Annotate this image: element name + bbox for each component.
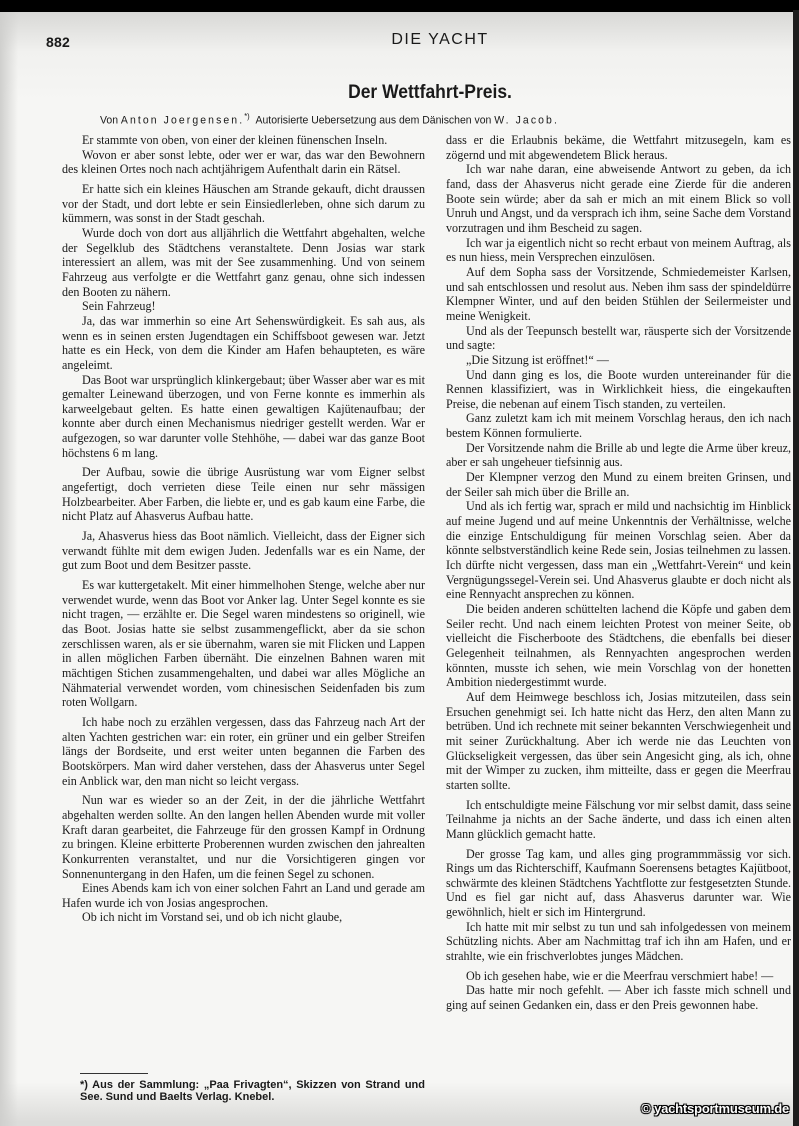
paragraph: Ganz zuletzt kam ich mit meinem Vorschlag heraus, den ich nach bestem Können formulierte. — [446, 411, 791, 441]
paragraph: dass er die Erlaubnis bekäme, die Wettfahrt mitzusegeln, kam es zögernd und mit abgewendetem Blick heraus. — [446, 133, 791, 162]
byline-translation: Autorisierte Uebersetzung aus dem Dänischen von — [255, 114, 495, 127]
paragraph: Ich war ja eigentlich nicht so recht erbaut von meinem Auftrag, als es nun hiess, mein Versprechen einzulösen. — [446, 235, 791, 265]
paragraph: Wurde doch von dort aus alljährlich die Wettfahrt abgehalten, welche der Segelklub des Städtchens veranstaltete. Denn Josias war stark interessiert an allem, was mit der See zusammenhing. Und von seinem Fahrzeug aus verfolgte er die Wettfahrt ganz genau, ohne sich indessen den Booten zu nähern. — [62, 225, 425, 299]
paragraph: Ja, Ahasverus hiess das Boot nämlich. Vielleicht, dass der Eigner sich verwandt fühlte mit dem ewigen Juden. Jedenfalls war es ein Name, der gut zum Boot und dem Besitzer passte. — [62, 529, 425, 573]
paragraph: Er stammte von oben, von einer der kleinen fünenschen Inseln. — [82, 133, 388, 147]
paragraph: Ob ich gesehen habe, wie er die Meerfrau verschmiert habe! — — [466, 968, 774, 983]
byline — [100, 112, 559, 127]
paragraph: „Die Sitzung ist eröffnet!“ — — [466, 352, 609, 367]
paragraph: Der Vorsitzende nahm die Brille ab und legte die Arme über kreuz, aber er sah ungeheuer tiefsinnig aus. — [446, 440, 791, 470]
paragraph: Und als der Teepunsch bestellt war, räusperte sich der Vorsitzende und sagte: — [446, 323, 791, 353]
paragraph: Es war kuttergetakelt. Mit einer himmelhohen Stenge, welche aber nur verwendet wurde, wenn das Boot vor Anker lag. Unter Segel konnte es sie nicht tragen, — erzählte er. Die Segel waren mindestens so originell, wie das Boot. Josias hatte sie selbst zusammengeflickt, aber da sie schon zerschlissen waren, als er sie übernahm, waren sie mit Flicken und Lappen in allen möglichen Farben übernäht. Die einzelnen Bahnen waren mit mächtigen Stichen zusammengehalten, und dabei war alles Mögliche an Nähmaterial verwendet worden, vom chinesischen Seidenfaden bis zum roten Wollgarn. — [62, 578, 425, 710]
paragraph: Wovon er aber sonst lebte, oder wer er war, das war den Bewohnern des kleinen Ortes noch nach achtjährigem Aufenthalt darin ein Rätsel. — [62, 147, 425, 177]
paragraph: Das hatte mir noch gefehlt. — Aber ich fasste mich schnell und ging auf seinen Gedanken ein, dass er den Preis gewonnen habe. — [446, 983, 791, 1013]
byline-translator: W. Jacob. — [494, 114, 559, 127]
paragraph: Er hatte sich ein kleines Häuschen am Strande gekauft, dicht draussen vor der Stadt, und dort lebte er sein Einsiedlerleben, ohne sich darum zu kümmern, was sonst in der Stadt geschah. — [62, 181, 425, 226]
article-title: Der Wettfahrt-Preis. — [348, 82, 512, 103]
page-left-shadow — [0, 12, 18, 1126]
paragraph: Das Boot war ursprünglich klinkergebaut; über Wasser aber war es mit gemalter Leinewand überzogen, und von Ferne konnte es immerhin als karweelgebaut gelten. Es hatte einen gewaltigen Kajütenaufbau; der konnte aber durch einen Mechanismus niedriger gestellt werden. War er aufgezogen, so war darunter volle Stehhöhe, — dabei war das ganze Boot höchstens 6 m lang. — [62, 372, 425, 460]
paragraph: Ich war nahe daran, eine abweisende Antwort zu geben, da ich fand, dass der Ahasverus nicht gerade eine Zierde für die anderen Boote sein würde; aber da sah er mich an mit einem Blick so voll Unruh und Angst, und da versprach ich ihm, seine Sache dem Vorstand vorzutragen und ihm Bescheid zu sagen. — [446, 162, 791, 235]
running-head: DIE YACHT — [391, 31, 489, 48]
paragraph: Die beiden anderen schüttelten lachend die Köpfe und gaben dem Seiler recht. Und nach einem leichten Protest von meiner Seite, ob vielleicht die Fischerboote des Städtchens, die ebenfalls bei dieser Gelegenheit teilnahmen, als Rennyachten angesprochen werden könnten, musste ich sehen, wie mein Vorschlag von der honetten Ambition niedergestimmt wurde. — [446, 602, 791, 690]
paragraph: Der Aufbau, sowie die übrige Ausrüstung war vom Eigner selbst angefertigt, doch verrieten diese Teile einen nur sehr mässigen Holzbearbeiter. Aber Farben, die liebte er, und es gab kaum eine Farbe, die nicht Platz auf Ahasverus Aufbau hatte. — [62, 465, 425, 524]
scan-top-border — [0, 0, 799, 12]
paragraph: Ich entschuldigte meine Fälschung vor mir selbst damit, dass seine Teilnahme ja nichts an der Sache änderte, und dass ich einen alten Mann glücklich gemacht hatte. — [446, 797, 791, 841]
paragraph: Ich habe noch zu erzählen vergessen, dass das Fahrzeug nach Art der alten Yachten gestrichen war: ein roter, ein grüner und ein gelber Streifen längs der Bordseite, und erst weiter unten begannen die Farben des Bootskörpers. Man wird daher verstehen, dass der Ahasverus unter Segel ein Anblick war, den man nicht so leicht vergass. — [62, 714, 425, 788]
paragraph: Ob ich nicht im Vorstand sei, und ob ich nicht glaube, — [82, 910, 343, 925]
paragraph: Eines Abends kam ich von einer solchen Fahrt an Land und gerade am Hafen wurde ich von Josias angesprochen. — [62, 881, 425, 910]
page-number: 882 — [46, 34, 70, 50]
right-column — [446, 133, 791, 1013]
footnote: *) Aus der Sammlung: „Paa Frivagten“, Skizzen von Strand und See. Sund und Baelts Verlag. Knebel. — [80, 1079, 425, 1103]
paragraph: Auf dem Heimwege beschloss ich, Josias mitzuteilen, dass sein Ersuchen genehmigt sei. Ich hatte nicht das Herz, den alten Mann zu betrüben. Und ich rechnete mit seiner bekannten Verschwiegenheit und mit seiner Zurückhaltung. Aber ich werde nie das Leuchten von Glückseligkeit vergessen, das über sein Angesicht ging, als ich, ohne mit der Wimper zu zucken, ihm mitteilte, dass er gegen die Meerfrau starten sollte. — [446, 689, 791, 792]
paragraph: Auf dem Sopha sass der Vorsitzende, Schmiedemeister Karlsen, und sah entschlossen und resolut aus. Neben ihm sass der spindeldürre Klempner Winter, und auf den beiden Stühlen der Seilermeister und meine Wenigkeit. — [446, 264, 791, 323]
paragraph: Sein Fahrzeug! — [82, 299, 156, 314]
paragraph: Der Klempner verzog den Mund zu einem breiten Grinsen, und der Seiler sah mich über die Brille an. — [446, 470, 791, 499]
paragraph: Ja, das war immerhin so eine Art Sehenswürdigkeit. Es sah aus, als wenn es in seinen ersten Jugendtagen ein Schiffsboot gewesen war. Jetzt hatte es ein Heck, von dem die Kinder am Hafen behaupteten, es wäre angeleimt. — [62, 313, 425, 372]
paragraph: Nun war es wieder so an der Zeit, in der die jährliche Wettfahrt abgehalten werden sollte. An den langen hellen Abenden wurde mit voller Kraft daran gearbeitet, die Fahrzeuge für den grossen Kampf in Ordnung zu bringen. Kleine erbitterte Proberennen wurden zwischen den jahrealten Konkurrenten veranstaltet, und nur die Vorsichtigeren gingen vor Sonnenuntergang in den Hafen, um die feinen Segel zu schonen. — [62, 793, 425, 881]
footnote-mark: *) — [244, 112, 250, 121]
copyright-watermark: © yachtsportmuseum.de — [641, 1101, 789, 1116]
paragraph: Ich hatte mit mir selbst zu tun und sah infolgedessen von meinem Schützling nichts. Aber am Nachmittag traf ich ihn am Hafen, und er strahlte, wie ein frischverlobtes junges Mädchen. — [446, 919, 791, 964]
byline-author: Anton Joergensen. — [120, 114, 245, 127]
left-column — [62, 133, 425, 925]
paragraph: Und dann ging es los, die Boote wurden untereinander für die Rennen klassifiziert, was in Wirklichkeit hiess, die eingekauften Preise, die nebenan auf einem Tisch standen, zu verteilen. — [446, 367, 791, 411]
paragraph: Und als ich fertig war, sprach er mild und nachsichtig im Hinblick auf meine Jugend und auf meine Unkenntnis der Verhältnisse, welche die einzige Entschuldigung für meinen Vorschlag seien. Aber da könnte selbstverständlich keine Rede sein, Josias teilnehmen zu lassen. Ich dürfte nicht vergessen, dass man ein „Wettfahrt-Verein“ und kein Vergnügungssegel-Verein sei. Und Ahasverus glaubte er doch nicht als eine Rennyacht ansprechen zu können. — [446, 499, 791, 602]
scan-right-border — [793, 10, 799, 1126]
paragraph: Der grosse Tag kam, und alles ging programmmässig vor sich. Rings um das Richterschiff, Kaufmann Soerensens betagtes Kajütboot, schwärmte des kleinen Städtchens Yachtflotte zur festgesetzten Stunde. Und es fiel gar nicht auf, dass Ahasverus darunter war. Wie gewöhnlich, hielt er sich im Hintergrund. — [446, 846, 791, 920]
footnote-divider — [80, 1073, 148, 1074]
byline-prefix: Von — [100, 114, 121, 127]
